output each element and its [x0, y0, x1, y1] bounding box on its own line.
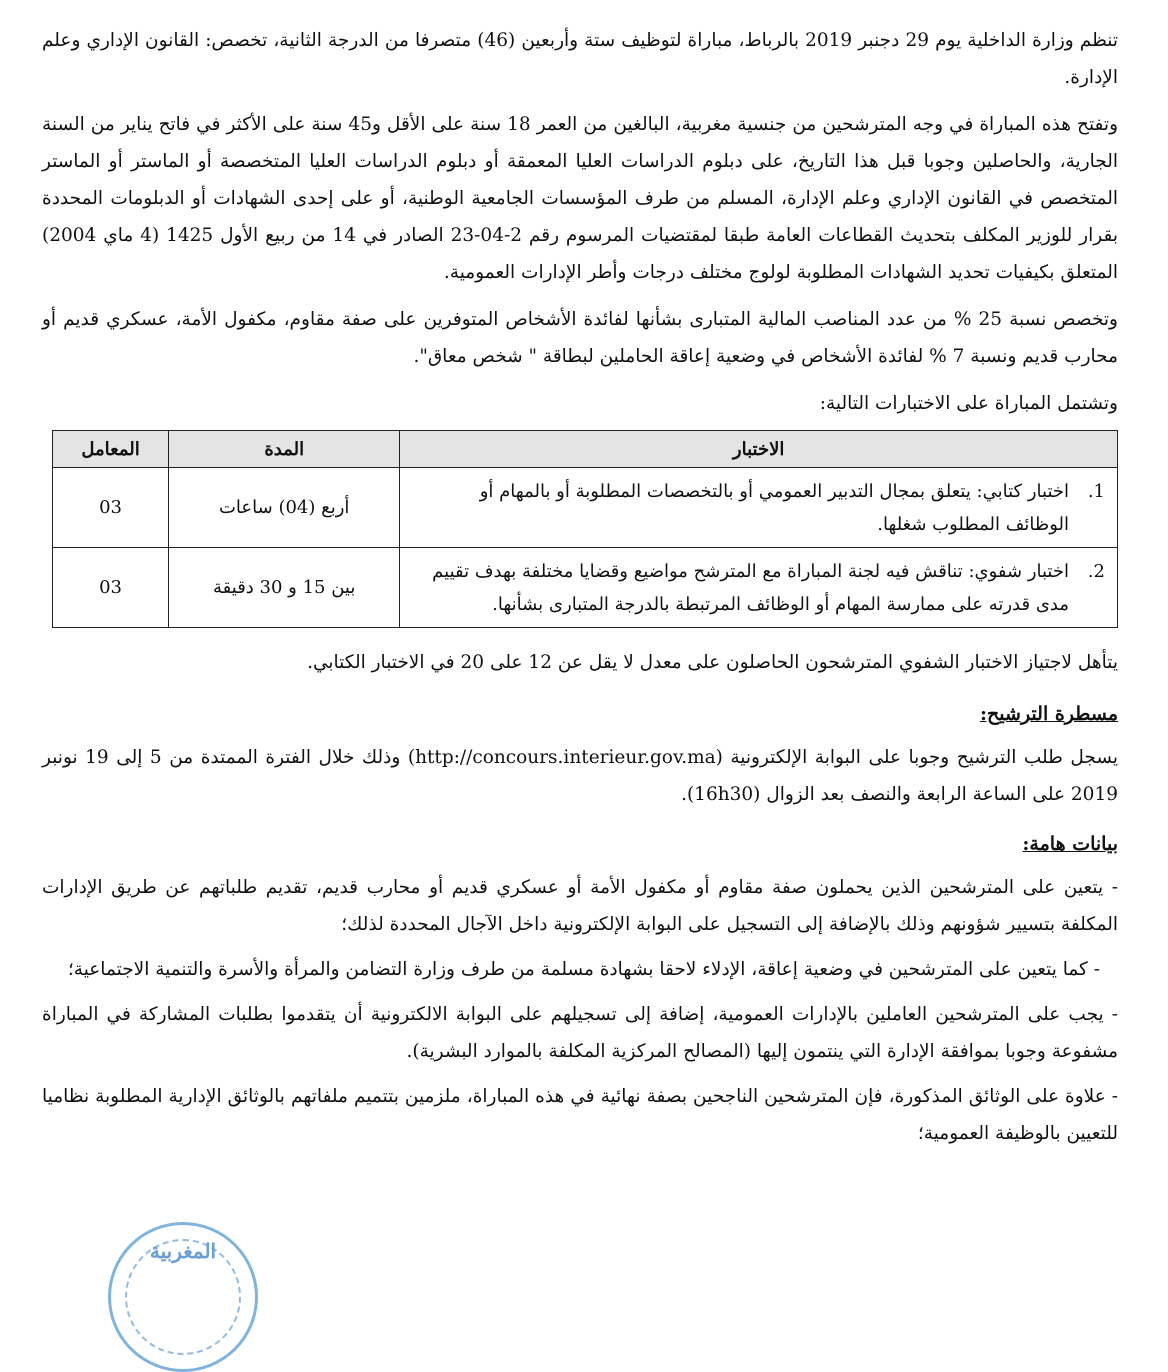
table-header-row — [53, 431, 1118, 468]
paragraph-eligibility: وتفتح هذه المباراة في وجه المترشحين من جنسية مغربية، البالغين من العمر 18 سنة على الأقل و45 سنة على الأكثر في فاتح يناير من السنة الجارية، والحاصلين وجوبا قبل هذا التاريخ، على دبلوم الدراسات العليا المعمقة أو دبلوم الدراسات العليا المتخصصة أو الماستر أو الماستر المتخصص في القانون الإداري وعلم الإدارة، المسلم من طرف المؤسسات الجامعية الوطنية، أو على إحدى الشهادات أو الدبلومات المحددة بقرار للوزير المكلف بتحديث القطاعات العامة طبقا لمقتضيات المرسوم رقم 2-04-23 الصادر في 14 من ربيع الأول 1425 (4 ماي 2004) المتعلق بكيفيات تحديد الشهادات المطلوبة لولوج مختلف درجات وأطر الإدارات العمومية. — [42, 114, 1118, 283]
stamp-text: المغربية — [149, 1239, 217, 1263]
important-bullet: - يتعين على المترشحين الذين يحملون صفة مقاوم أو مكفول الأمة أو عسكري قديم أو محارب قديم، تقديم طلباتهم عن طريق الإدارات المكلفة بتسيير شؤونهم وذلك بالإضافة إلى التسجيل على البوابة الإلكترونية داخل الآجال المحددة لذلك؛ — [42, 877, 1118, 935]
header-exam: الاختبار — [400, 431, 1118, 468]
exam-description: اختبار كتابي: يتعلق بمجال التدبير العمومي أو بالتخصصات المطلوبة أو بالمهام أو الوظائف المطلوب شغلها. — [479, 480, 1069, 535]
official-stamp — [108, 1222, 258, 1372]
coefficient-cell: 03 — [53, 548, 169, 628]
exam-cell — [400, 468, 1118, 548]
exam-number: 1. — [1087, 480, 1105, 502]
important-bullet: - يجب على المترشحين العاملين بالإدارات العمومية، إضافة إلى تسجيلهم على البوابة الالكترونية أن يتقدموا بطلبات المشاركة في المباراة مشفوعة وجوبا بموافقة الإدارة التي ينتمون إليها (المصالح المركزية المكلفة بالموارد البشرية). — [42, 1004, 1118, 1062]
table-row — [53, 468, 1118, 548]
coefficient-cell: 03 — [53, 468, 169, 548]
important-bullet: - علاوة على الوثائق المذكورة، فإن المترشحين الناجحين بصفة نهائية في هذه المباراة، ملزمين بتتميم ملفاتهم بالوثائق الإدارية المطلوبة نظاميا للتعيين بالوظيفة العمومية؛ — [42, 1086, 1118, 1144]
registration-url-link[interactable]: http://concours.interieur.gov.ma — [415, 747, 716, 768]
registration-heading: مسطرة الترشيح: — [980, 703, 1118, 725]
oral-qualification: يتأهل لاجتياز الاختبار الشفوي المترشحون الحاصلون على معدل لا يقل عن 12 على 20 في الاختبار الكتابي. — [307, 652, 1118, 673]
exam-description: اختبار شفوي: تناقش فيه لجنة المباراة مع المترشح مواضيع وقضايا مختلفة بهدف تقييم مدى قدرته على ممارسة المهام أو الوظائف المرتبطة بالدرجة المتبارى بشأنها. — [432, 560, 1069, 615]
registration-text-before: يسجل طلب الترشيح وجوبا على البوابة الإلكترونية ( — [715, 747, 1118, 768]
duration-cell: بين 15 و 30 دقيقة — [169, 548, 400, 628]
duration-cell: أربع (04) ساعات — [169, 468, 400, 548]
exams-table — [52, 430, 1118, 628]
paragraph-announcement: تنظم وزارة الداخلية يوم 29 دجنبر 2019 بالرباط، مباراة لتوظيف ستة وأربعين (46) متصرفا من الدرجة الثانية، تخصص: القانون الإداري وعلم الإدارة. — [42, 30, 1119, 88]
header-duration: المدة — [169, 431, 400, 468]
registration-text-after: ) وذلك خلال الفترة الممتدة من 5 إلى 19 نونبر 2019 على الساعة الرابعة والنصف بعد الزوال (16h30). — [42, 747, 1118, 805]
table-row — [53, 548, 1118, 628]
important-heading: بيانات هامة: — [1022, 833, 1118, 855]
registration-text — [42, 739, 1118, 813]
header-coefficient: المعامل — [53, 431, 169, 468]
important-bullet: - كما يتعين على المترشحين في وضعية إعاقة، الإدلاء لاحقا بشهادة مسلمة من طرف وزارة التضامن والمرأة والأسرة والتنمية الاجتماعية؛ — [67, 959, 1100, 980]
exams-intro: وتشتمل المباراة على الاختبارات التالية: — [819, 393, 1118, 414]
exam-cell — [400, 548, 1118, 628]
exam-number: 2. — [1087, 560, 1105, 582]
paragraph-quota: وتخصص نسبة 25 % من عدد المناصب المالية المتبارى بشأنها لفائدة الأشخاص المتوفرين على صفة مقاوم، مكفول الأمة، عسكري قديم أو محارب قديم ونسبة 7 % لفائدة الأشخاص في وضعية إعاقة الحاملين لبطاقة " شخص معاق". — [42, 309, 1118, 367]
